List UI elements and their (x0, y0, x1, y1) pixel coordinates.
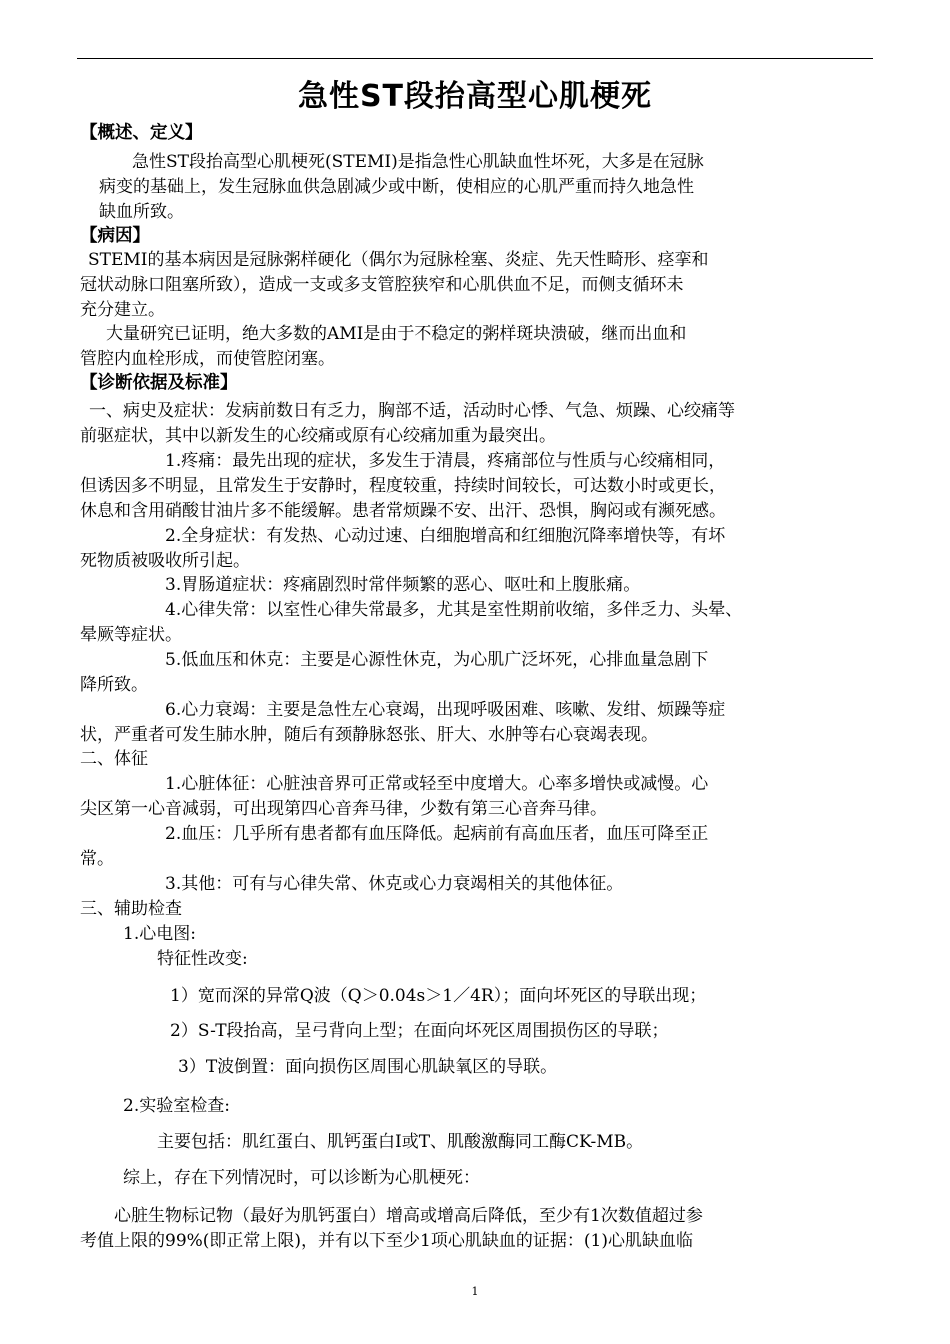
header-rule (77, 58, 873, 59)
paragraph-line: 2.血压：几乎所有患者都有血压降低。起病前有高血压者，血压可降至正 (165, 824, 709, 844)
paragraph-line: 6.心力衰竭：主要是急性左心衰竭，出现呼吸困难、咳嗽、发绀、烦躁等症 (165, 700, 726, 720)
paragraph-line: 但诱因多不明显，且常发生于安静时，程度较重，持续时间较长，可达数小时或更长， (80, 476, 726, 496)
paragraph-line: 二、体征 (80, 749, 148, 769)
paragraph-line: 心脏生物标记物（最好为肌钙蛋白）增高或增高后降低，至少有1次数值超过参 (114, 1206, 703, 1226)
section-heading-etiology: 【病因】 (80, 226, 150, 246)
paragraph-line: 3.其他：可有与心律失常、休克或心力衰竭相关的其他体征。 (165, 874, 624, 894)
paragraph-line: 1）宽而深的异常Q波（Q＞0.04s＞1／4R）；面向坏死区的导联出现； (170, 986, 707, 1006)
paragraph-line: 充分建立。 (80, 300, 165, 320)
paragraph-line: 前驱症状，其中以新发生的心绞痛或原有心绞痛加重为最突出。 (80, 426, 556, 446)
document-title: 急性ST段抬高型心肌梗死 (297, 79, 653, 114)
paragraph-line: 特征性改变: (157, 949, 248, 969)
paragraph-line: 尖区第一心音减弱，可出现第四心音奔马律，少数有第三心音奔马律。 (80, 799, 607, 819)
paragraph-line: 2）S-T段抬高，呈弓背向上型；在面向坏死区周围损伤区的导联； (170, 1021, 669, 1041)
paragraph-line: 1.疼痛：最先出现的症状，多发生于清晨，疼痛部位与性质与心绞痛相同， (165, 451, 726, 471)
paragraph-line: 三、辅助检查 (80, 899, 182, 919)
paragraph-line: 死物质被吸收所引起。 (80, 551, 250, 571)
paragraph-line: 大量研究已证明，绝大多数的AMI是由于不稳定的粥样斑块溃破，继而出血和 (106, 324, 687, 344)
paragraph-line: 降所致。 (80, 675, 148, 695)
paragraph-line: 休息和含用硝酸甘油片多不能缓解。患者常烦躁不安、出汗、恐惧，胸闷或有濒死感。 (80, 501, 726, 521)
paragraph-line: 3）T波倒置：面向损伤区周围心肌缺氧区的导联。 (178, 1057, 558, 1077)
paragraph-line: 综上，存在下列情况时，可以诊断为心肌梗死： (123, 1168, 480, 1188)
paragraph-line: 5.低血压和休克：主要是心源性休克，为心肌广泛坏死，心排血量急剧下 (165, 650, 709, 670)
page-number: 1 (471, 1285, 479, 1298)
paragraph-line: 2.全身症状：有发热、心动过速、白细胞增高和红细胞沉降率增快等，有坏 (165, 526, 726, 546)
paragraph-line: 病变的基础上，发生冠脉血供急剧减少或中断，使相应的心肌严重而持久地急性 (99, 177, 694, 197)
section-heading-diagnosis: 【诊断依据及标准】 (80, 373, 238, 393)
paragraph-line: 1.心脏体征：心脏浊音界可正常或轻至中度增大。心率多增快或减慢。心 (165, 774, 709, 794)
paragraph-line: 主要包括：肌红蛋白、肌钙蛋白Ⅰ或T、肌酸激酶同工酶CK-MB。 (157, 1132, 644, 1152)
paragraph-line: 考值上限的99%(即正常上限)，并有以下至少1项心肌缺血的证据：(1)心肌缺血临 (80, 1231, 693, 1251)
paragraph-line: 4.心律失常：以室性心律失常最多，尤其是室性期前收缩，多伴乏力、头晕、 (165, 600, 743, 620)
paragraph-line: 状，严重者可发生肺水肿，随后有颈静脉怒张、肝大、水肿等右心衰竭表现。 (80, 725, 658, 745)
paragraph-line: 急性ST段抬高型心肌梗死(STEMI)是指急性心肌缺血性坏死，大多是在冠脉 (132, 152, 704, 172)
paragraph-line: 管腔内血栓形成，而使管腔闭塞。 (80, 349, 335, 369)
paragraph-line: STEMI的基本病因是冠脉粥样硬化（偶尔为冠脉栓塞、炎症、先天性畸形、痉挛和 (88, 250, 709, 270)
paragraph-line: 晕厥等症状。 (80, 625, 182, 645)
paragraph-line: 缺血所致。 (99, 202, 184, 222)
paragraph-line: 一、病史及症状：发病前数日有乏力，胸部不适，活动时心悸、气急、烦躁、心绞痛等 (89, 401, 735, 421)
paragraph-line: 1.心电图: (123, 924, 196, 944)
paragraph-line: 常。 (80, 849, 114, 869)
paragraph-line: 2.实验室检查: (123, 1096, 230, 1116)
paragraph-line: 3.胃肠道症状：疼痛剧烈时常伴频繁的恶心、呕吐和上腹胀痛。 (165, 575, 641, 595)
paragraph-line: 冠状动脉口阻塞所致），造成一支或多支管腔狭窄和心肌供血不足，而侧支循环未 (80, 275, 684, 295)
section-heading-overview: 【概述、定义】 (80, 123, 203, 143)
